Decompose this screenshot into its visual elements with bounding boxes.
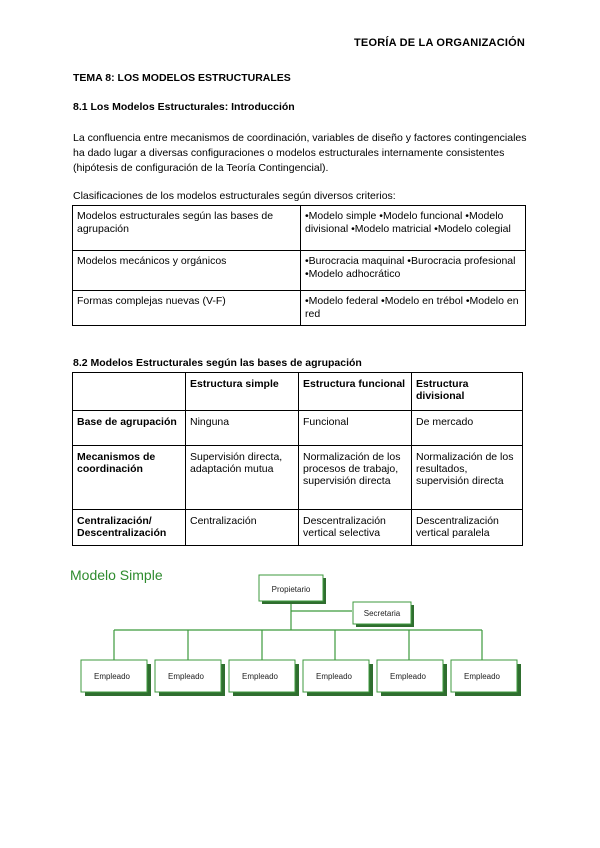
employee-label: Empleado xyxy=(389,672,427,681)
criterion-cell: Modelos estructurales según las bases de agrupación xyxy=(73,206,301,251)
document-header: TEORÍA DE LA ORGANIZACIÓN xyxy=(353,37,525,49)
employee-label: Empleado xyxy=(167,672,205,681)
table-cell: Supervisión directa, adaptación mutua xyxy=(186,446,299,510)
chapter-title: TEMA 8: LOS MODELOS ESTRUCTURALES xyxy=(73,72,291,84)
comparison-table xyxy=(72,372,523,546)
classification-caption: Clasificaciones de los modelos estructurales según diversos criterios: xyxy=(73,190,396,202)
table-cell: Normalización de los resultados, supervisión directa xyxy=(412,446,523,510)
models-cell: •Modelo simple •Modelo funcional •Modelo divisional •Modelo matricial •Modelo colegial xyxy=(301,206,526,251)
table-cell: Ninguna xyxy=(186,411,299,446)
classification-table xyxy=(72,205,526,326)
criterion-cell: Formas complejas nuevas (V-F) xyxy=(73,291,301,326)
employee-box xyxy=(377,660,447,696)
connector-lines xyxy=(114,604,482,662)
table-row xyxy=(73,291,526,326)
employee-label: Empleado xyxy=(93,672,131,681)
header-cell-empty xyxy=(73,373,186,411)
table-row xyxy=(73,206,526,251)
intro-paragraph: La confluencia entre mecanismos de coordinación, variables de diseño y factores contingenciales ha dado lugar a diversas configuraciones o modelos estructurales internamente consistentes (hipótesis de configuración de la Teoría Contingencial). xyxy=(73,132,527,174)
table-cell: Normalización de los procesos de trabajo, supervisión directa xyxy=(299,446,412,510)
table-cell: Centralización xyxy=(186,510,299,546)
employee-box xyxy=(155,660,225,696)
owner-label: Propietario xyxy=(271,585,311,594)
table-row xyxy=(73,510,523,546)
header-cell-functional: Estructura funcional xyxy=(299,373,412,411)
employee-label: Empleado xyxy=(315,672,353,681)
secretary-label: Secretaria xyxy=(363,609,401,618)
employee-label: Empleado xyxy=(241,672,279,681)
row-label: Base de agrupación xyxy=(73,411,186,446)
employee-box xyxy=(451,660,521,696)
table-cell: Descentralización vertical selectiva xyxy=(299,510,412,546)
employee-box xyxy=(81,660,151,696)
row-label: Mecanismos de coordinación xyxy=(73,446,186,510)
table-cell: De mercado xyxy=(412,411,523,446)
row-label: Centralización/ Descentralización xyxy=(73,510,186,546)
header-cell-divisional: Estructura divisional xyxy=(412,373,523,411)
header-cell-simple: Estructura simple xyxy=(186,373,299,411)
employee-box xyxy=(229,660,299,696)
section-1-heading: 8.1 Los Modelos Estructurales: Introducción xyxy=(73,101,295,113)
criterion-cell: Modelos mecánicos y orgánicos xyxy=(73,251,301,291)
owner-box xyxy=(259,575,326,604)
diagram-title: Modelo Simple xyxy=(70,567,163,583)
section-2-heading: 8.2 Modelos Estructurales según las bases de agrupación xyxy=(73,357,362,369)
models-cell: •Modelo federal •Modelo en trébol •Modelo en red xyxy=(301,291,526,326)
models-cell: •Burocracia maquinal •Burocracia profesional •Modelo adhocrático xyxy=(301,251,526,291)
table-cell: Descentralización vertical paralela xyxy=(412,510,523,546)
employee-label: Empleado xyxy=(463,672,501,681)
table-row xyxy=(73,251,526,291)
table-row xyxy=(73,446,523,510)
table-row xyxy=(73,411,523,446)
employee-box xyxy=(303,660,373,696)
org-chart-diagram xyxy=(70,560,530,700)
table-cell: Funcional xyxy=(299,411,412,446)
table-header-row xyxy=(73,373,523,411)
secretary-box xyxy=(353,602,414,627)
